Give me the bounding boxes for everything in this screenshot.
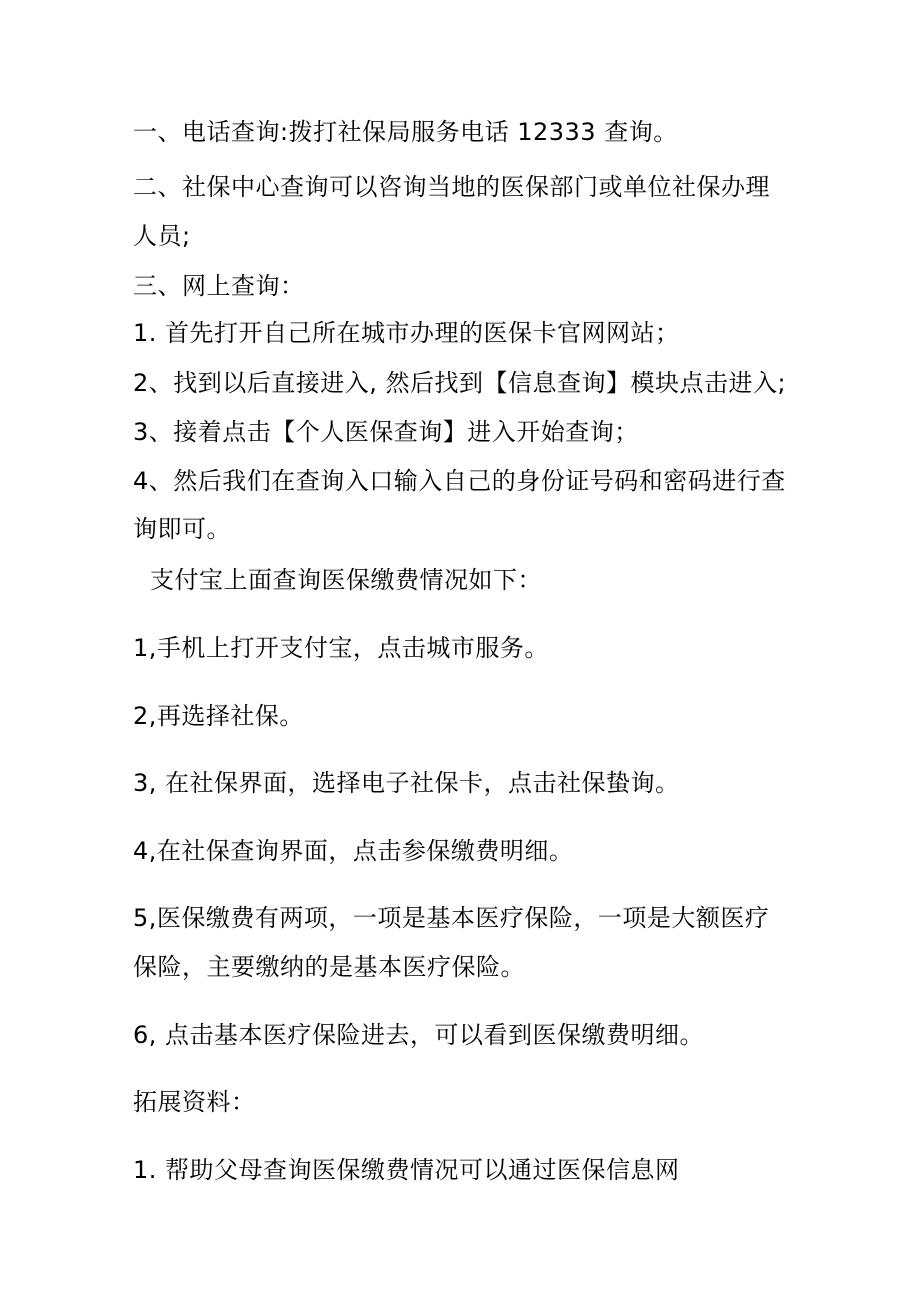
text-line-alipay-5: 5,医保缴费有两项，一项是基本医疗保险，一项是大额医疗: [133, 904, 770, 932]
text-line-step-4: 4、然后我们在查询入口输入自己的身份证号码和密码进行查: [133, 467, 786, 495]
text-line-extended-heading: 拓展资料：: [133, 1088, 256, 1116]
text-line-step-3: 3、接着点击【个人医保查询】进入开始查询；: [133, 418, 639, 446]
text-line-alipay-heading: 支付宝上面查询医保缴费情况如下：: [150, 566, 542, 594]
text-line-alipay-4: 4,在社保查询界面，点击参保缴费明细。: [133, 837, 574, 865]
text-line-center-query: 二、社保中心查询可以咨询当地的医保部门或单位社保办理: [133, 173, 770, 201]
text-line-alipay-5-cont: 保险，主要缴纳的是基本医疗保险。: [133, 953, 525, 981]
text-line-extended-1: 1. 帮助父母查询医保缴费情况可以通过医保信息网: [133, 1156, 680, 1184]
text-line-step-2: 2、找到以后直接进入, 然后找到【信息查询】模块点击进入;: [133, 369, 787, 397]
text-line-phone-query: 一、电话查询:拨打社保局服务电话 12333 查询。: [133, 118, 678, 146]
text-line-alipay-2: 2,再选择社保。: [133, 702, 304, 730]
text-line-step-1: 1. 首先打开自己所在城市办理的医保卡官网网站；: [133, 319, 680, 347]
text-line-step-4-cont: 询即可。: [133, 515, 231, 543]
text-line-alipay-1: 1,手机上打开支付宝，点击城市服务。: [133, 634, 549, 662]
text-line-online-query: 三、网上查询：: [133, 272, 305, 300]
text-line-alipay-6: 6, 点击基本医疗保险进去，可以看到医保缴费明细。: [133, 1021, 705, 1049]
text-line-alipay-3: 3, 在社保界面，选择电子社保卡，点击社保蛰询。: [133, 769, 680, 797]
text-line-center-query-cont: 人员;: [133, 222, 191, 250]
